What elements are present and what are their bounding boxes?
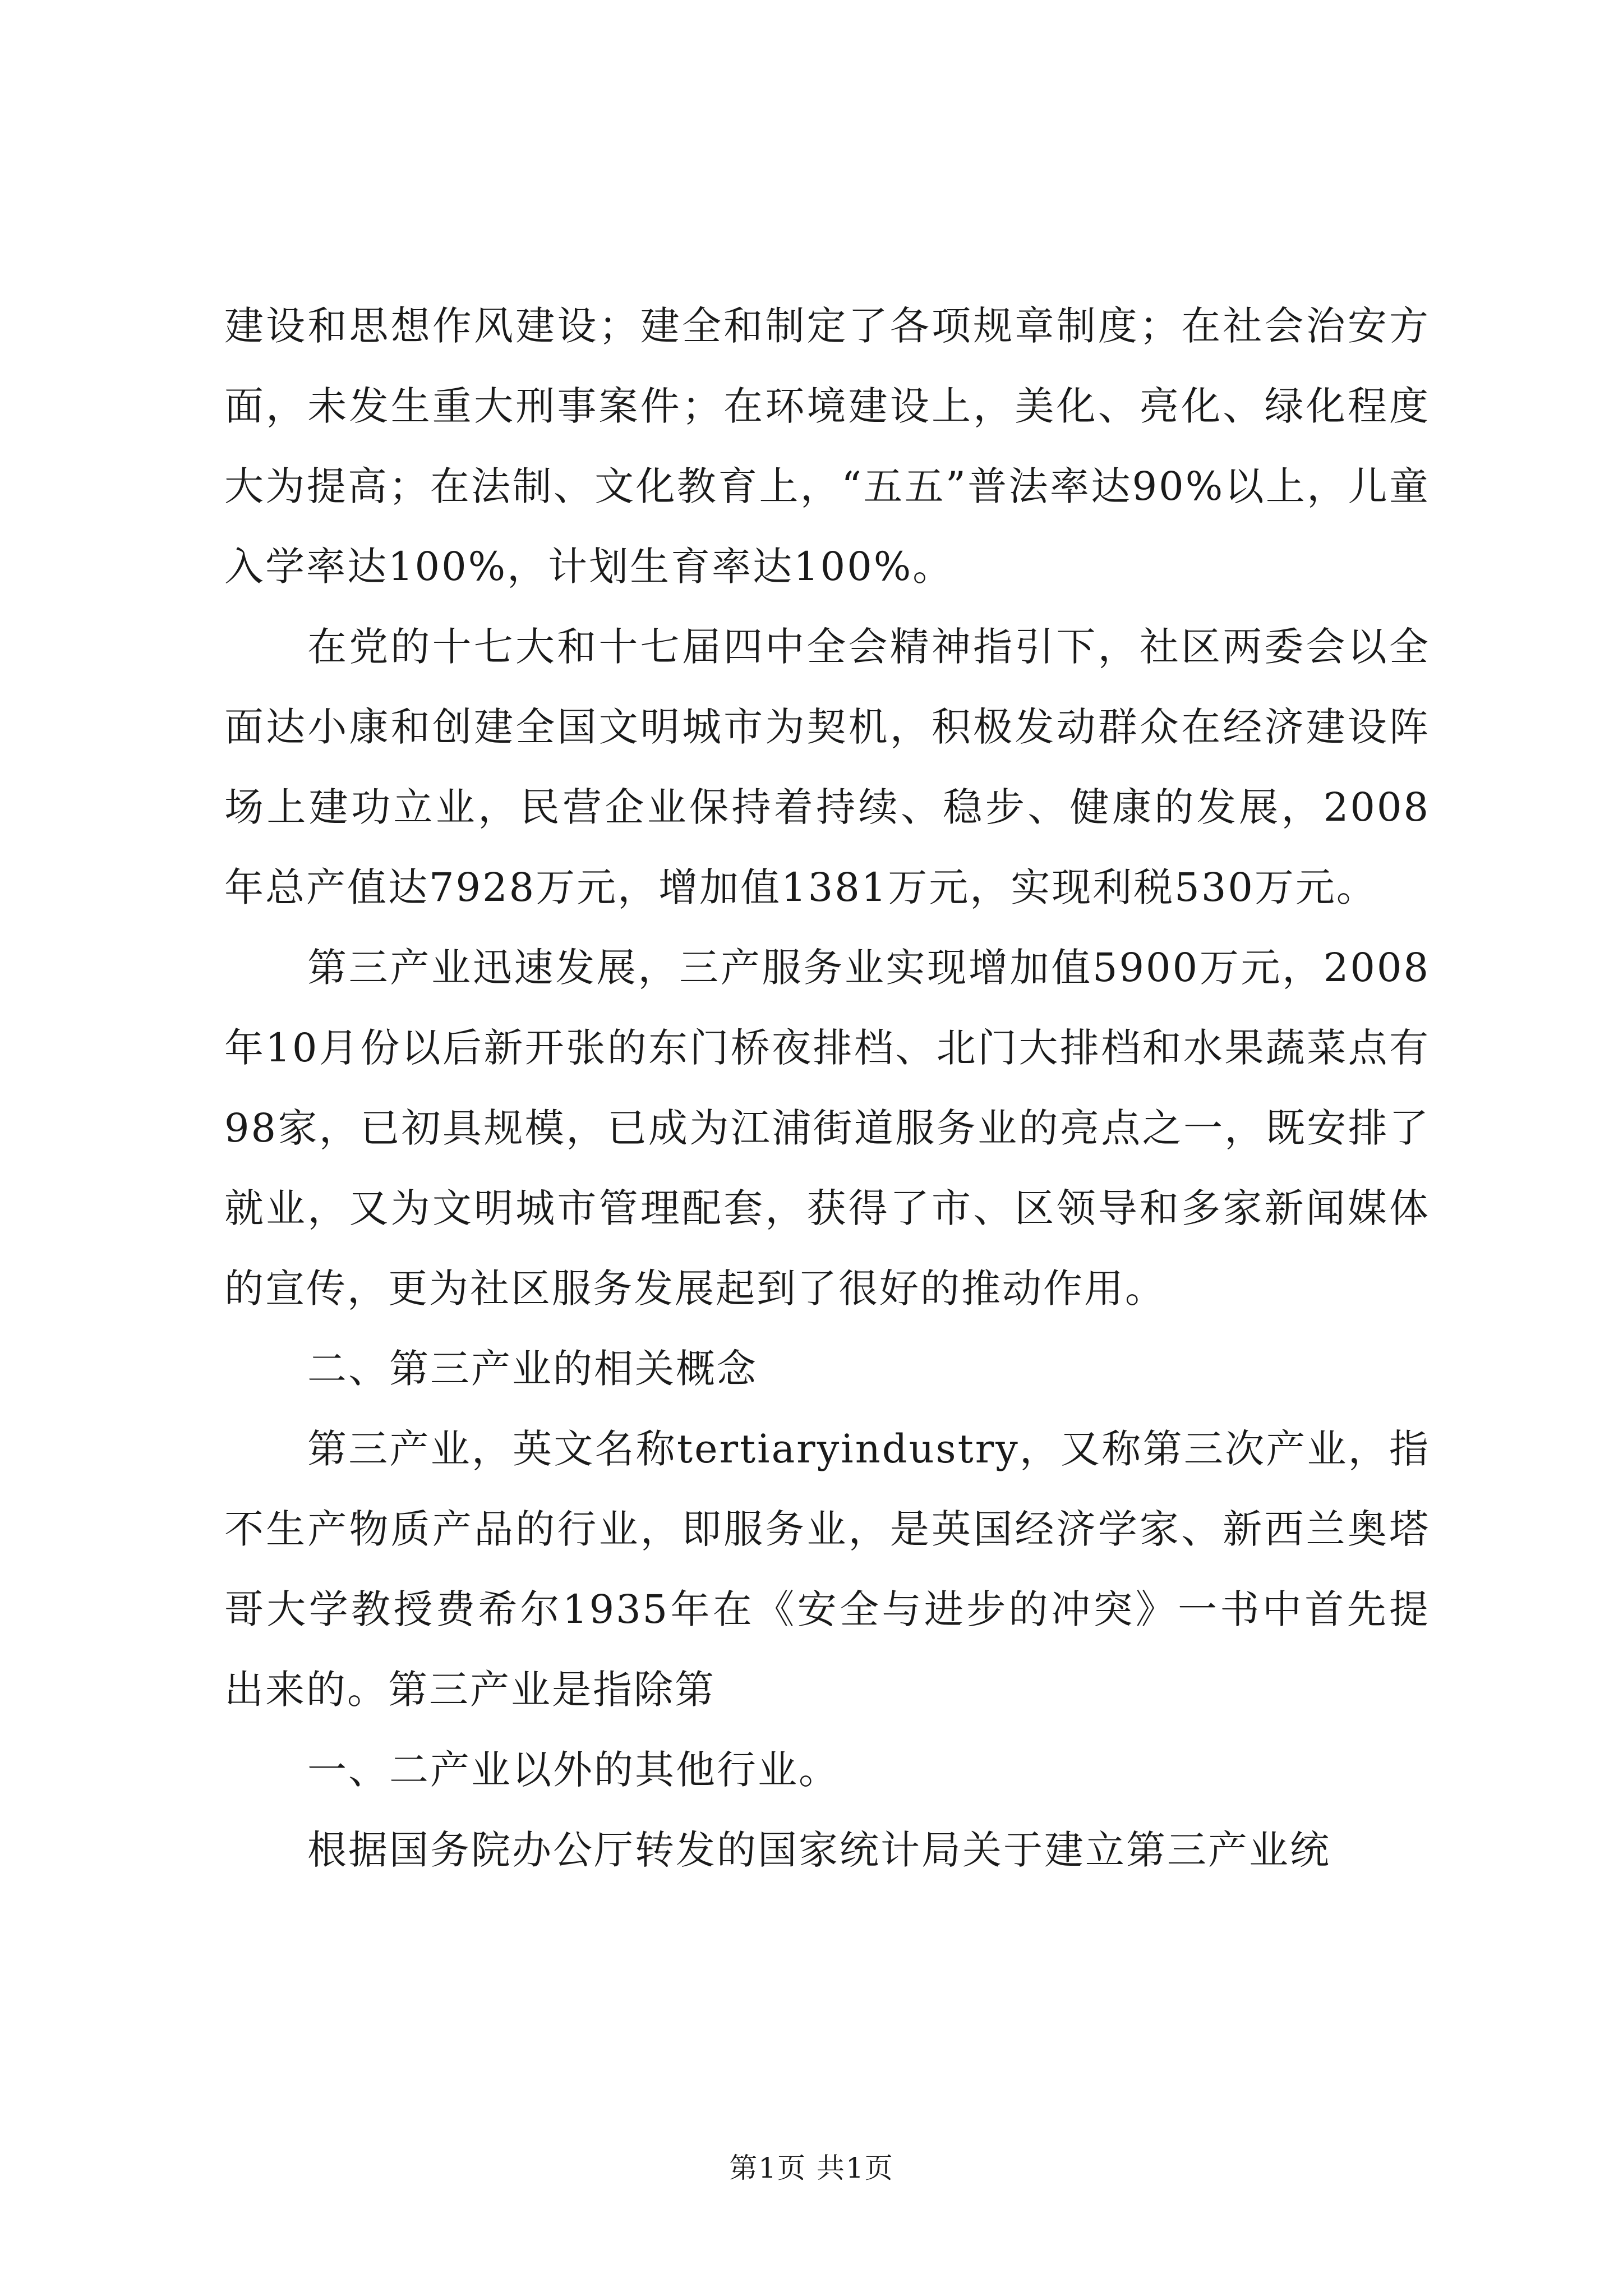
- section-heading: 二、第三产业的相关概念: [307, 1346, 758, 1392]
- paragraph-tertiary-development: 第三产业迅速发展，三产服务业实现增加值5900万元，2008年10月份以后新开张的东门桥夜排档、北门大排档和水果蔬菜点有98家，已初具规模，已成为江浦街道服务业的亮点之一，既安排了就业，又为文明城市管理配套，获得了市、区领导和多家新闻媒体的宣传，更为社区服务发展起到了很好的推动作用。: [224, 945, 1430, 1312]
- paragraph-continuation: 建设和思想作风建设；建全和制定了各项规章制度；在社会治安方面，未发生重大刑事案件；在环境建设上，美化、亮化、绿化程度大为提高；在法制、文化教育上，“五五”普法率达90%以上，儿童入学率达100%，计划生育率达100%。: [224, 303, 1430, 590]
- paragraph-definition-end: 一、二产业以外的其他行业。: [307, 1747, 840, 1793]
- paragraph-definition: 第三产业，英文名称tertiaryindustry，又称第三次产业，指不生产物质产品的行业，即服务业，是英国经济学家、新西兰奥塔哥大学教授费希尔1935年在《安全与进步的冲突》一书中首先提出来的。第三产业是指除第: [224, 1426, 1430, 1713]
- document-body: [224, 286, 1430, 1890]
- paragraph-state-council: 根据国务院办公厅转发的国家统计局关于建立第三产业统: [307, 1827, 1331, 1873]
- paragraph-economy: 在党的十七大和十七届四中全会精神指引下，社区两委会以全面达小康和创建全国文明城市为契机，积极发动群众在经济建设阵场上建功立业，民营企业保持着持续、稳步、健康的发展，2008年总产值达7928万元，增加值1381万元，实现利税530万元。: [224, 624, 1430, 910]
- page-footer: 第1页 共1页: [729, 2152, 894, 2184]
